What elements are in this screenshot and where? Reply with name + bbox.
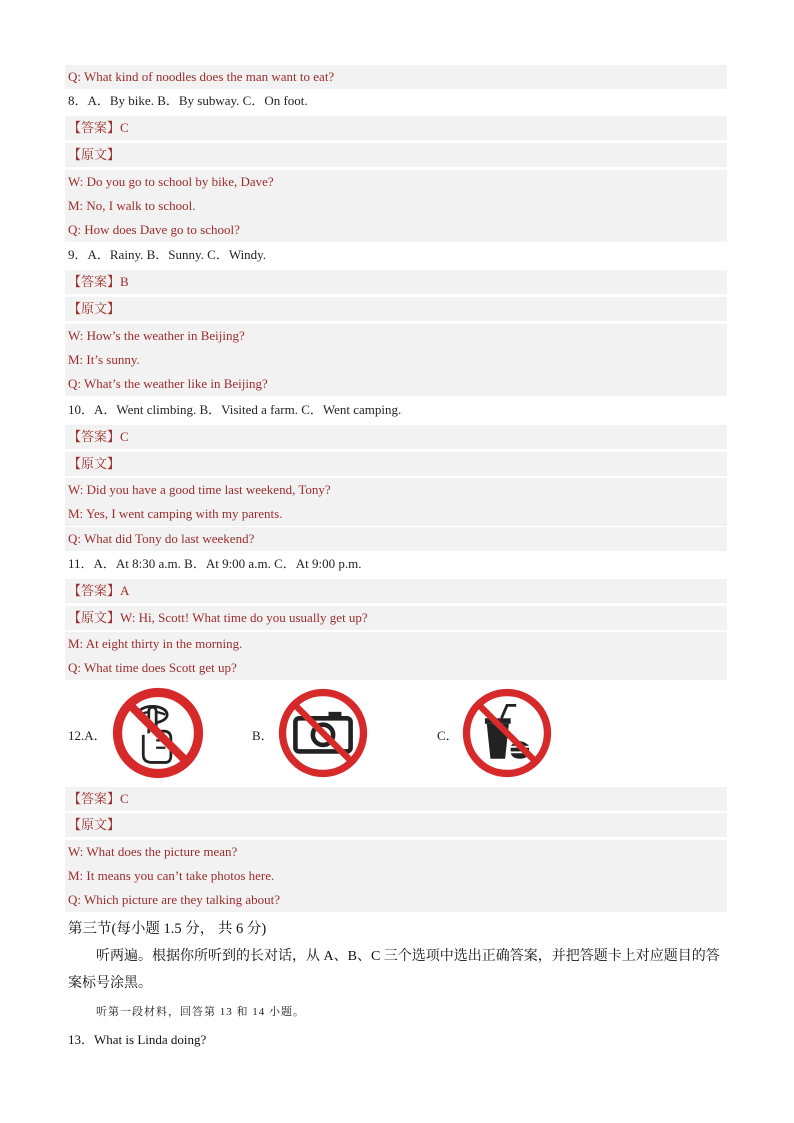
question-10: 10．A．Went climbing. B．Visited a farm. C．Went camping. xyxy=(68,402,402,417)
transcript-label-12: 【原文】 xyxy=(65,813,727,837)
sub-instruction: 听第一段材料，回答第 13 和 14 小题。 xyxy=(96,1006,305,1018)
question-9: 9．A．Rainy. B．Sunny. C．Windy. xyxy=(68,247,267,262)
answer-12: 【答案】C xyxy=(65,787,727,811)
transcript-line: W: Did you have a good time last weekend, Tony? xyxy=(65,478,727,502)
transcript-line: M: It means you can’t take photos here. xyxy=(65,864,727,888)
no-photos-icon xyxy=(277,687,369,779)
transcript-line: Q: How does Dave go to school? xyxy=(65,218,727,242)
option-b-label: B． xyxy=(252,728,274,743)
transcript-line: M: It’s sunny. xyxy=(65,348,727,372)
transcript-line: 【原文】W: Hi, Scott! What time do you usually get up? xyxy=(65,606,727,630)
answer-8: 【答案】C xyxy=(65,116,727,140)
section-instruction: 听两遍。根据你所听到的长对话，从 A、B、C 三个选项中选出正确答案，并把答题卡上对应题目的答案标号涂黑。 xyxy=(68,949,720,991)
question-13: 13．What is Linda doing? xyxy=(68,1032,207,1047)
transcript-line: Q: Which picture are they talking about? xyxy=(65,888,727,912)
transcript-line: Q: What did Tony do last weekend? xyxy=(65,527,727,551)
answer-9: 【答案】B xyxy=(65,270,727,294)
transcript-line: W: Do you go to school by bike, Dave? xyxy=(65,170,727,194)
line-1: Q: What kind of noodles does the man want to eat? xyxy=(65,65,727,89)
transcript-line: Q: What’s the weather like in Beijing? xyxy=(65,372,727,396)
no-talking-icon xyxy=(112,687,204,779)
transcript-label-9: 【原文】 xyxy=(65,297,727,321)
transcript-line: W: How’s the weather in Beijing? xyxy=(65,324,727,348)
transcript-line: M: No, I walk to school. xyxy=(65,194,727,218)
transcript-line: W: What does the picture mean? xyxy=(65,840,727,864)
transcript-line: Q: What time does Scott get up? xyxy=(65,656,727,680)
answer-11: 【答案】A xyxy=(65,579,727,603)
transcript-line: M: Yes, I went camping with my parents. xyxy=(65,502,727,526)
transcript-label-10: 【原文】 xyxy=(65,452,727,476)
option-c-label: C． xyxy=(437,728,459,743)
question-12-images xyxy=(65,685,727,785)
answer-10: 【答案】C xyxy=(65,425,727,449)
no-food-drink-icon xyxy=(461,687,553,779)
question-8: 8．A．By bike. B．By subway. C．On foot. xyxy=(68,93,308,108)
option-a-label: 12.A． xyxy=(68,728,107,743)
section-heading: 第三节(每小题 1.5 分， 共 6 分) xyxy=(68,921,267,937)
transcript-label-8: 【原文】 xyxy=(65,143,727,167)
question-11: 11．A．At 8:30 a.m. B．At 9:00 a.m. C．At 9:00 p.m. xyxy=(68,556,362,571)
transcript-line: M: At eight thirty in the morning. xyxy=(65,632,727,656)
